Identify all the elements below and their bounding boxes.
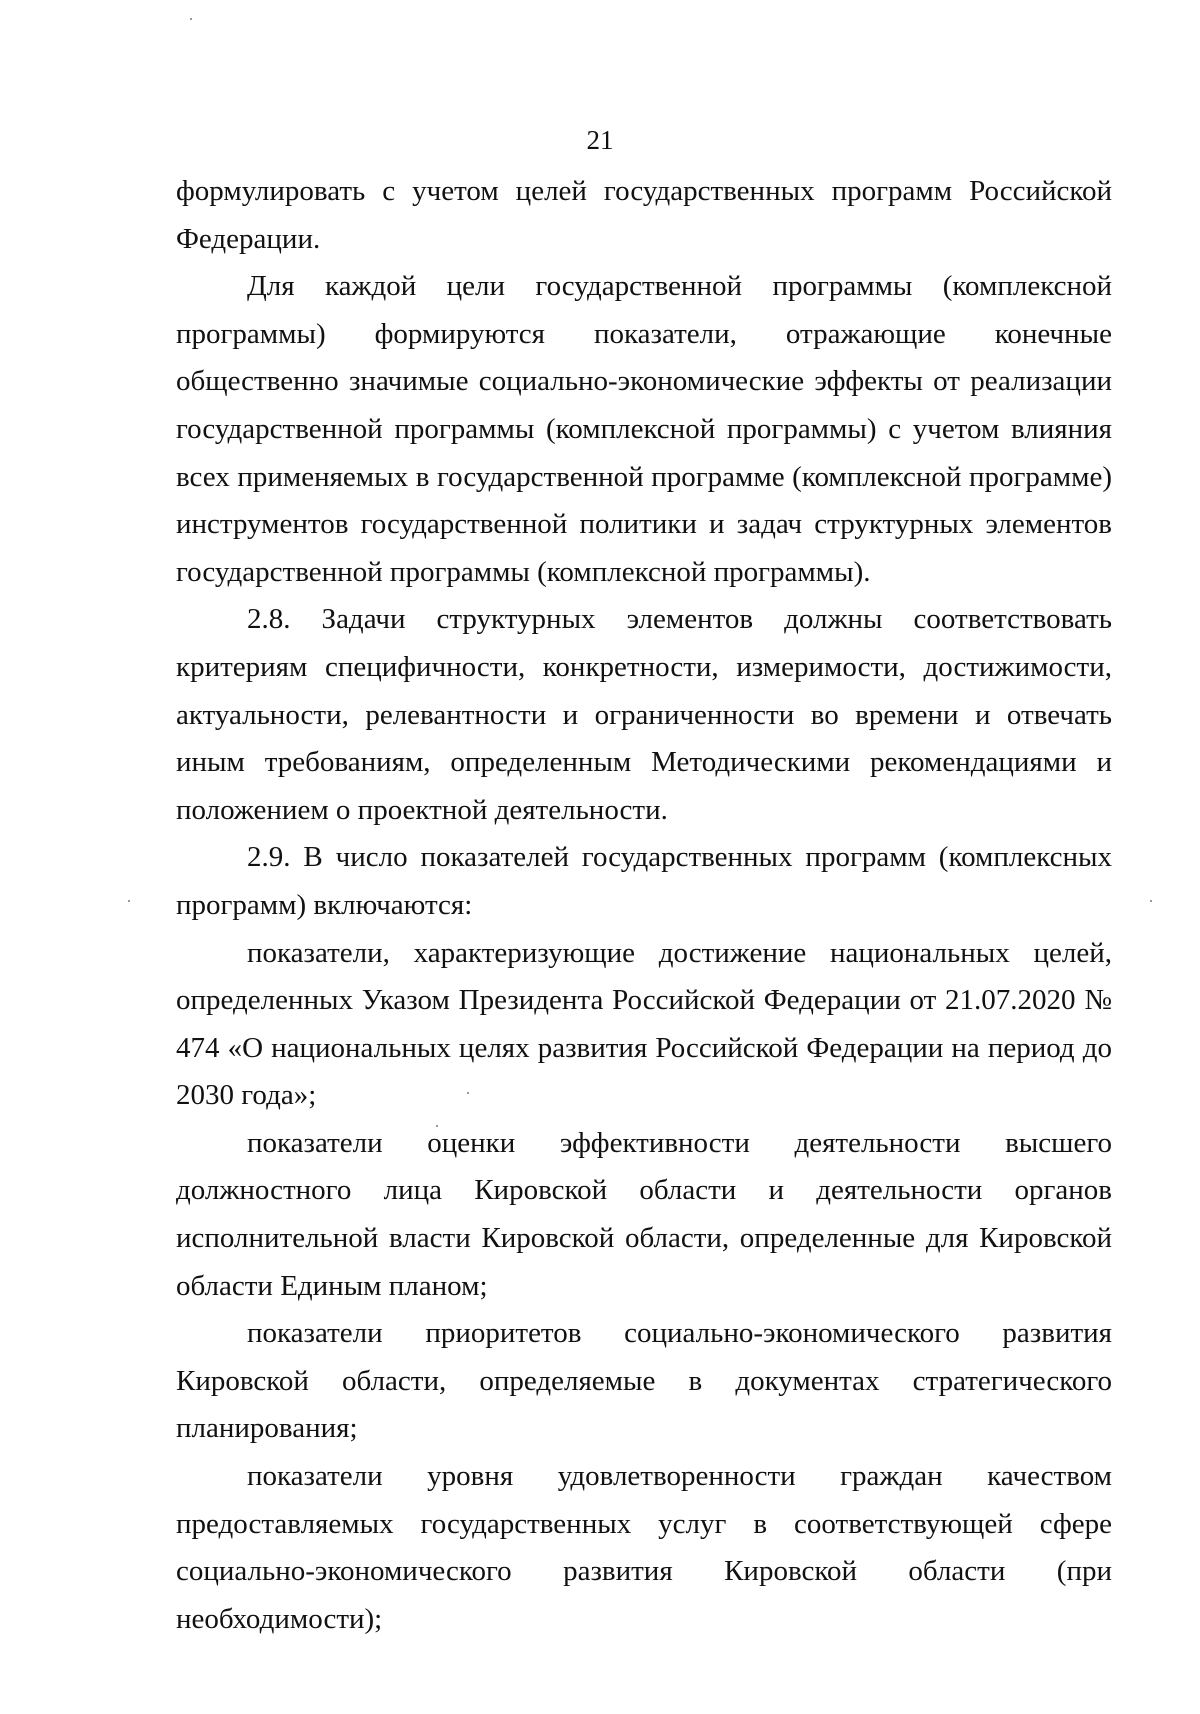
list-item-development-priorities: показатели приоритетов социально-экономического развития Кировской области, определяемые в документах стратегического планирования; xyxy=(176,1317,1112,1445)
list-item-efficiency-indicators: показатели оценки эффективности деятельности высшего должностного лица Кировской области и деятельности органов исполнительной власти Кировской области, определенные для Кировской области Единым планом; xyxy=(176,1126,1112,1302)
paragraph-continuation: формулировать с учетом целей государственных программ Российской Федерации. xyxy=(176,175,1112,255)
paragraph-section-2-9: 2.9. В число показателей государственных программ (комплексных программ) включаются: xyxy=(176,841,1112,921)
list-item-citizen-satisfaction: показатели уровня удовлетворенности граждан качеством предоставляемых государственных услуг в соответствующей сфере социально-экономического развития Кировской области (при необходимости); xyxy=(176,1460,1112,1635)
paragraph-section-2-8: 2.8. Задачи структурных элементов должны соответствовать критериям специфичности, конкретности, измеримости, достижимости, актуальности, релевантности и ограниченности во времени и отвечать иным требованиям, определенным Методическими рекомендациями и положением о проектной деятельности. xyxy=(176,603,1112,826)
scan-speck xyxy=(128,900,130,902)
scan-speck xyxy=(190,18,192,20)
page-number: 21 xyxy=(586,125,614,155)
list-item-national-goals: показатели, характеризующие достижение национальных целей, определенных Указом Президента Российской Федерации от 21.07.2020 № 474 «О национальных целях развития Российской Федерации на период до 2030 года»; xyxy=(176,936,1112,1112)
document-body xyxy=(176,168,1112,1643)
paragraph-program-goals: Для каждой цели государственной программы (комплексной программы) формируются показатели, отражающие конечные общественно значимые социально-экономические эффекты от реализации государственной программы (комплексной программы) с учетом влияния всех применяемых в государственной программе (комплексной программе) инструментов государственной политики и задач структурных элементов государственной программы (комплексной программы). xyxy=(176,270,1112,588)
scan-speck xyxy=(1150,900,1152,902)
